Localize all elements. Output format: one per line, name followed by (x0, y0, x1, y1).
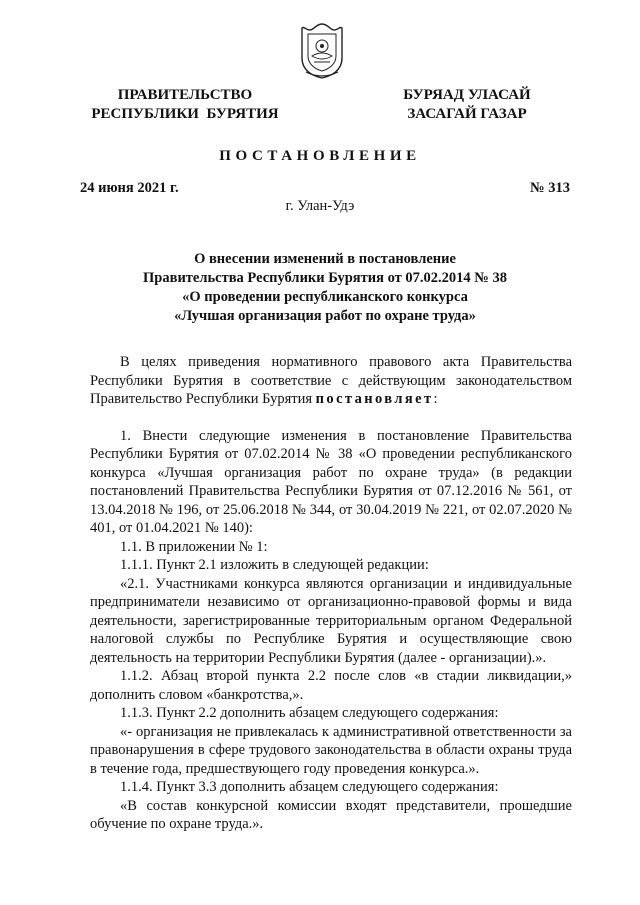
header-right-line2: ЗАСАГАЙ ГАЗАР (407, 106, 527, 122)
subject-line3: «О проведении республиканского конкурса (182, 289, 468, 305)
preamble-paragraph (90, 353, 572, 409)
header-left-line1: ПРАВИТЕЛЬСТВО (117, 87, 253, 103)
paragraph-1-1-2: 1.1.2. Абзац второй пункта 2.2 после слов «в стадии ликвидации,» дополнить словом «банкротства,». (90, 668, 572, 703)
paragraph-1-1: 1.1. В приложении № 1: (120, 538, 268, 555)
header-left-line2: РЕСПУБЛИКИ БУРЯТИЯ (91, 106, 279, 122)
subject-line2: Правительства Республики Бурятия от 07.02.2014 № 38 (143, 270, 507, 286)
paragraph-commission-clause: «В состав конкурсной комиссии входят представители, прошедшие обучение по охране труда.». (90, 797, 572, 832)
preamble-text: В целях приведения нормативного правового акта Правительства Республики Бурятия в соответствие с действующим законодательством Правительство Республики Бурятия (90, 354, 572, 407)
paragraph-added-clause: «- организация не привлекалась к административной ответственности за правонарушения в сфере трудового законодательства в области охраны труда в течение года, предшествующего году проведения конкурса.». (90, 723, 572, 777)
header-right-line1: БУРЯАД УЛАСАЙ (403, 87, 531, 103)
document-body (90, 353, 572, 834)
paragraph-1-1-4: 1.1.4. Пункт 3.3 дополнить абзацем следующего содержания: (120, 779, 499, 795)
subject-line4: «Лучшая организация работ по охране труда» (174, 308, 476, 324)
government-name-buryat (372, 86, 562, 124)
government-name-russian (80, 86, 290, 124)
document-city: г. Улан-Удэ (285, 198, 355, 214)
document-number: № 313 (530, 180, 570, 196)
paragraph-1: 1. Внести следующие изменения в постановление Правительства Республики Бурятия от 07.02.2014 № 38 «О проведении республиканского конкурса «Лучшая организация работ по охране труда» (в редакции постановлений Правительства Республики Бурятия от 07.12.2016 № 561, от 13.04.2018 № 196, от 25.06.2018 № 344, от 30.04.2019 № 221, от 02.07.2020 № 401, от 01.04.2021 № 140): (90, 427, 572, 536)
document-type: ПОСТАНОВЛЕНИЕ (219, 148, 421, 164)
republic-emblem-icon (298, 22, 346, 80)
paragraph-1-1-1: 1.1.1. Пункт 2.1 изложить в следующей редакции: (120, 557, 429, 573)
document-subject (80, 250, 570, 326)
preamble-decree-word: постановляет (315, 391, 434, 407)
document-date: 24 июня 2021 г. (80, 180, 179, 196)
paragraph-2-1-quote: «2.1. Участниками конкурса являются организации и индивидуальные предприниматели независимо от организационно-правовой формы и вида деятельности, зарегистрированные территориальным органом Федеральной налоговой службы по Республике Бурятия и осуществляющие свою деятельность на территории Республики Бурятия (далее - организации).». (90, 575, 572, 666)
paragraph-1-1-3: 1.1.3. Пункт 2.2 дополнить абзацем следующего содержания: (120, 705, 499, 721)
subject-line1: О внесении изменений в постановление (194, 251, 456, 267)
preamble-colon: : (433, 391, 438, 407)
